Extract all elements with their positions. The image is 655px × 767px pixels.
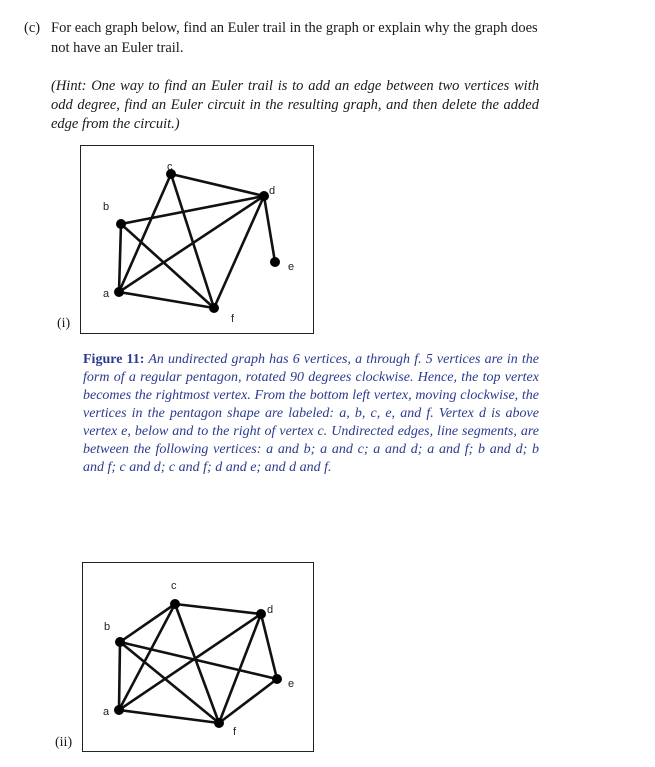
- vertex-c: [170, 599, 180, 609]
- question-text: For each graph below, find an Euler trail in the graph or explain why the graph does not have an Euler trail.: [51, 20, 538, 56]
- vertex-label-e: e: [288, 678, 295, 690]
- sublabel-i: (i): [57, 316, 71, 331]
- graph-figure-1: [80, 145, 314, 334]
- vertex-label-d: d: [269, 185, 276, 197]
- edge-c-d: [171, 174, 264, 196]
- graph-2-svg: [83, 563, 313, 751]
- vertex-f: [214, 718, 224, 728]
- vertex-label-b: b: [103, 201, 110, 213]
- edge-a-c: [119, 604, 175, 710]
- vertex-e: [270, 257, 280, 267]
- vertex-label-a: a: [103, 706, 110, 718]
- vertex-b: [116, 219, 126, 229]
- edge-a-b: [119, 642, 120, 710]
- vertex-label-b: b: [104, 621, 111, 633]
- edge-d-e: [261, 614, 277, 679]
- vertex-b: [115, 637, 125, 647]
- vertex-label-d: d: [267, 604, 274, 616]
- edge-d-e: [264, 196, 275, 262]
- vertex-label-c: c: [167, 161, 173, 173]
- graph-figure-2: [82, 562, 314, 752]
- question-label: (c): [24, 20, 41, 36]
- vertex-d: [256, 609, 266, 619]
- edge-a-b: [119, 224, 121, 292]
- sublabel-ii: (ii): [55, 735, 73, 750]
- figure-caption: [83, 351, 539, 477]
- caption-text: An undirected graph has 6 vertices, a through f. 5 vertices are in the form of a regular pentagon, rotated 90 degrees clockwise. Hence, the top vertex becomes the rightmost vertex. From the bottom left vertex, moving clockwise, the vertices in the pentagon shape are labeled: a, b, c, e, and f. Vertex d is above vertex e, below and to the right of vertex c. Undirected edges, line segments, are between the following vertices: a and b; a and c; a and d; a and f; b and d; b and f; c and d; c and f; d and e; and d and f.: [83, 352, 539, 475]
- graph-1-svg: [81, 146, 313, 333]
- caption-label: Figure 11:: [83, 352, 145, 367]
- vertex-a: [114, 705, 124, 715]
- edge-b-c: [120, 604, 175, 642]
- vertex-label-e: e: [288, 261, 295, 273]
- vertex-f: [209, 303, 219, 313]
- vertex-e: [272, 674, 282, 684]
- vertex-label-f: f: [233, 726, 237, 738]
- hint-text: (Hint: One way to find an Euler trail is to add an edge between two vertices with odd degree, find an Euler circuit in the resulting graph, and then delete the added edge from the circuit.): [51, 78, 539, 132]
- question-c: [24, 18, 544, 58]
- edge-c-d: [175, 604, 261, 614]
- vertex-d: [259, 191, 269, 201]
- vertex-a: [114, 287, 124, 297]
- vertex-label-c: c: [171, 580, 177, 592]
- vertex-label-f: f: [231, 313, 235, 325]
- vertex-label-a: a: [103, 288, 110, 300]
